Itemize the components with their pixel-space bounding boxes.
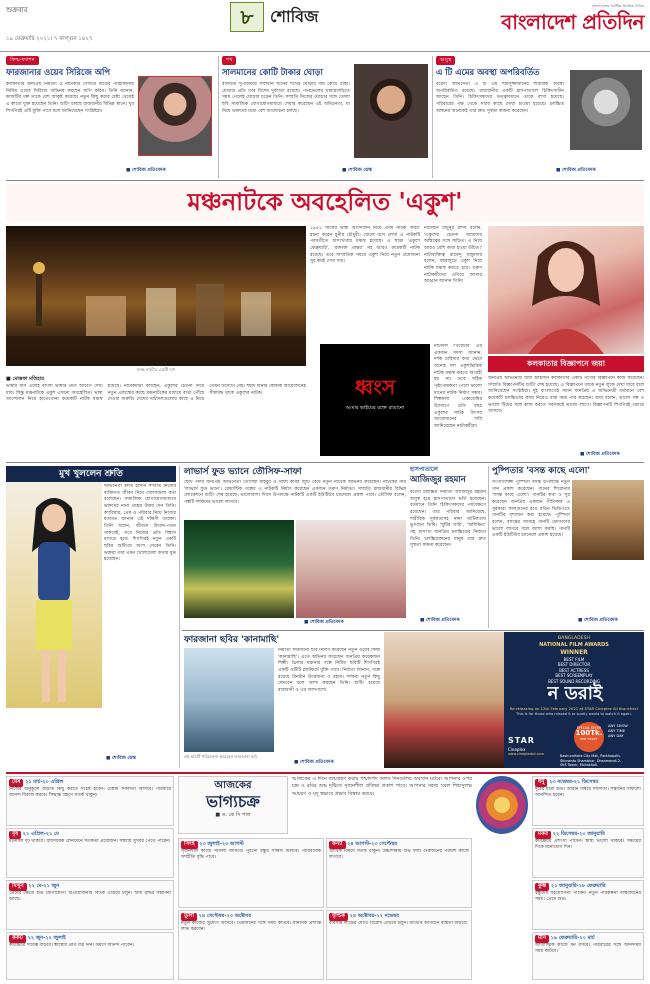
zodiac-text: মনোবল দৃঢ় থাকবে। ব্যবসায়িক লেনদেনে সতর্কতা প্রয়োজন। সন্ধ্যায় সুখবর পেতে পারেন।: [9, 838, 171, 844]
jaya-caption-bar: [488, 356, 644, 372]
aziz-credit: ■ শোবিজ প্রতিবেদক: [420, 618, 460, 623]
farjana-caption: এই ছবিটি পরিচালনা করেছেন ফারজানা ছবি: [184, 754, 258, 759]
award-line-3: WINNER: [560, 648, 588, 656]
zodiac-text: আধ্যাত্মিক কাজে মন বসবে। পরিবারের সঙ্গে আনন্দময় সময় কাটবে।: [535, 942, 641, 955]
poster-title: ধ্বংস: [354, 375, 396, 399]
horoscope-item: [6, 880, 174, 930]
top-story-3-body: বরেণ্য অভিনেতা এ টি এম শামসুজ্জামানের শারীরিক অবস্থা অপরিবর্তিত রয়েছে। রাজধানীর একটি হাসপাতালে চিকিৎসাধীন আছেন তিনি। চিকিৎসকদের তত্ত্বাবধানে তাকে রাখা হয়েছে। পরিবারের পক্ষ থেকে সবার কাছে দোয়া চাওয়া হয়েছে। চলচ্চিত্র অঙ্গনের অনেকেই তার দ্রুত সুস্থতা কামনা করেছেন।: [436, 82, 564, 114]
basanta-credit: ■ শোবিজ প্রতিবেদক: [578, 618, 618, 623]
ad-location: SKS Tower, Mohakhali.: [560, 763, 598, 768]
shruti-body: অভিনেত্রী শ্রুতি হাসান সম্প্রতি নিজের ব্যক্তিগত জীবন নিয়ে খোলামেলা কথা বলেছেন। সামাজিক যোগাযোগমাধ্যমে ভক্তদের নানা প্রশ্নের উত্তর দেন তিনি। ক্যারিয়ার, প্রেম ও পরিবার নিয়ে নিজের মতামত জানান এই দক্ষিণী তারকা। তিনি বলেন, জীবনে উত্থান-পতন থাকবেই, তবে নিজের প্রতি বিশ্বাস রাখতে হবে। শিগগিরই নতুন একটি ছবির শুটিংয়ে অংশ নেবেন তিনি। ভক্তরা তার এমন খোলামেলা কথায় মুগ্ধ হয়েছেন।: [104, 484, 176, 563]
farjana-photo: [184, 648, 274, 752]
shruti-photo: [6, 482, 102, 708]
cinema-ad: [384, 632, 644, 768]
zodiac-text: দূরের যাত্রা শুভ। আইনি বিষয়ে সফলতা। সন্তানের সাফল্যে আনন্দিত হবেন।: [535, 786, 641, 799]
section-title: শোবিজ: [270, 7, 319, 26]
horoscope-right-col: [532, 776, 644, 980]
divider: [179, 466, 180, 768]
lead-headline: মঞ্চনাটকে অবহেলিত 'একুশ': [187, 187, 463, 216]
horoscope-item: [6, 828, 174, 878]
jaya-credit: ■ শোবিজ প্রতিবেদক: [580, 452, 620, 457]
atm-photo: [570, 70, 642, 150]
top-story-1-title: ফারজানার ওয়েব সিরিজে অপি: [6, 67, 111, 78]
ad-brand-block: [508, 736, 568, 757]
zodiac-text: প্রেমের ক্ষেত্রে শুভ যোগাযোগ। অপ্রয়োজনীয় বিতর্ক এড়িয়ে চলুন। আয় বৃদ্ধির সম্ভাবনা আছে।: [9, 890, 171, 903]
zodiac-sign: কন্যা: [329, 841, 346, 849]
award-line-5: BEST DIRECTOR: [557, 662, 591, 668]
horoscope-item: [532, 932, 644, 980]
top-story-2-title: সালমানের কোটি টাকার ঘোড়া: [222, 67, 323, 78]
offer-price: 100Tk.: [575, 729, 603, 738]
zodiac-text: বন্ধুদের সহযোগিতা পাবেন। নতুন পরিকল্পনা বাস্তবায়নের সময়। প্রেমে শুভ।: [535, 890, 641, 903]
lead-body-b: ১৯৫২ সালের ভাষা আন্দোলন নিয়ে প্রথম নাটক 'কবর' রচনা করেন মুনীর চৌধুরী। জেলে বসে লেখা এ নাটকটি পরবর্তীতে অসংখ্যবার মঞ্চস্থ হয়েছে। এ ছাড়া 'একুশে ফেব্রুয়ারি', 'রক্তাক্ত প্রান্তর' সহ আরও কয়েকটি নাটক রয়েছে। তবে সাম্প্রতিক সময়ে একুশ নিয়ে নতুন প্রযোজনা খুব কমই দেখা যায়।: [310, 226, 420, 265]
horoscope-item: [532, 776, 644, 826]
award-line-6: BEST ACTRESS: [559, 667, 589, 673]
horoscope-item: [326, 838, 472, 908]
lead-body-c: নাট্যজন মামুনুর রশীদ বলেন, 'একুশের চেতনা আমাদের অস্তিত্বের সঙ্গে জড়িত। এ নিয়ে আরও বেশি কাজ হওয়া উচিত।' নাট্যব্যক্তিত্ব রামেন্দু মজুমদার বলেন, বছরজুড়ে একুশ নিয়ে নাটক মঞ্চস্থ করতে হবে। তরুণ নাট্যকর্মীদের এগিয়ে আসার আহ্বান জানান তিনি।: [424, 226, 482, 285]
horoscope-author: ■ ড. কে সি পাল: [215, 812, 251, 819]
ad-movie-title: ন ডরাই: [547, 683, 603, 704]
shruti-headline: মুখ খুললেন শ্রুতি: [6, 466, 176, 482]
lovers-body: ছোট পর্দার জনপ্রিয় অভিনেতা তৌসিফ মাহবুব ও সাফা কবির জুটি বেঁধে নতুন নাটকে অভিনয় করেছেন। নাটকের নাম 'লাভার্স ফুড ভ্যান'। রোমান্টিক গল্পের এ নাটকটি নির্মাণ করেছেন একজন তরুণ নির্মাতা। সম্প্রতি রাজধানীর বিভিন্ন লোকেশনে শুটিং শেষ হয়েছে। ভালোবাসা দিবস উপলক্ষে নাটকটি একটি ইউটিউব চ্যানেলে প্রকাশ পাবে। তৌসিফ বলেন, গল্পটি দর্শকদের ভালো লাগবে।: [184, 480, 406, 505]
horoscope-left-col: [6, 776, 174, 980]
top-story-2-body: বলিউড সুপারস্টার সালমান খানের শখের ঘোড়ার দাম কোটি টাকা। ঘোড়ার প্রতি তার বিশেষ দুর্বলতা রয়েছে। পানভেলের খামারবাড়িতে সময় পেলেই ঘোড়ায় চড়েন তিনি। সম্প্রতি নিজের ঘোড়ার সঙ্গে তোলা ছবি সামাজিক যোগাযোগমাধ্যমে শেয়ার করেছেন এই অভিনেতা, যা নিয়ে ভক্তদের মধ্যে বেশ আলোচনা চলছে।: [222, 82, 350, 114]
shruti-credit: ■ শোবিজ ডেস্ক: [106, 756, 136, 761]
jaya-photo: [488, 226, 644, 354]
zodiac-text: সৃজনশীল কাজে সাফল্য আসবে। পুরনো বন্ধুর সাক্ষাৎ মিলবে। পারিবারিক সম্প্রীতি বৃদ্ধি পাবে।: [181, 848, 321, 861]
aziz-headline: আজিজুর রহমান: [410, 474, 466, 485]
zodiac-dates: ২৩ জুলাই-২৩ আগস্ট: [199, 841, 244, 847]
lovers-photo-2: [296, 520, 406, 618]
lead-body-a: ভাষার মাস এলেই বাংলা ভাষার প্রতি আবেগ দেখা যায়। কিন্তু মঞ্চনাটকে একুশ এখনো অবহেলিত। ভাষা আন্দোলন নিয়ে হাতেগোনা কয়েকটি নাটক মঞ্চস্থ হয়েছে। নাট্যকর্মীরা বলছেন, একুশের চেতনা নিয়ে নতুন প্রজন্মের কাছে মঞ্চনাটকের মাধ্যমে বার্তা পৌঁছে দেওয়া জরুরি। দেশের নাট্যদলগুলোর কাছে এ নিয়ে তেমন উদ্যোগ নেই। শহীদ মিনার কেন্দ্রিক আয়োজনেই সীমাবদ্ধ থাকে একুশের নাটক।: [6, 384, 306, 403]
zodiac-dates: ১৯ ফেব্রুয়ারি-২০ মার্চ: [550, 935, 595, 941]
offer-sub: PER TICKET: [580, 737, 598, 742]
ad-brand: STAR: [508, 736, 535, 745]
offer-rows: [608, 724, 642, 739]
lead-byline-block: [6, 376, 116, 383]
lead-stage-photo: [6, 226, 306, 366]
divider: [488, 466, 489, 628]
horoscope-item: [532, 828, 644, 878]
zodiac-dates: ২২ মে-২১ জুন: [28, 883, 60, 889]
award-line-7: BEST SCREENPLAY: [555, 673, 593, 679]
top-story-3-credit: ■ শোবিজ প্রতিবেদক: [556, 168, 596, 173]
offer-top: SPECIAL OFFER: [576, 726, 602, 730]
basanta-body-cont: [492, 564, 644, 618]
zodiac-text: নিজের অনুকূলে বাড়তি কিছু করতে সচেষ্ট হবেন। চেষ্টায় সফলতা আসবে। পরিবারে আনন্দ বিরাজ করবে। সিদ্ধান্ত গ্রহণে সতর্ক থাকুন।: [9, 786, 171, 799]
zodiac-text: ব্যবসায় লাভের যোগ। বিরোধ এড়িয়ে চলুন। অতিথি আগমনে ব্যস্ততা বাড়বে।: [329, 920, 468, 926]
poster-subtitle: আমার ভাইয়ের রক্তে রাঙানো: [345, 405, 405, 411]
aziz-body: বরেণ্য চলচ্চিত্র নির্মাতা আজিজুর রহমান অসুস্থ হয়ে হাসপাতালে ভর্তি হয়েছেন। বর্তমানে তিনি চিকিৎসকদের পর্যবেক্ষণে রয়েছেন। তার পরিবার জানিয়েছে, শারীরিক দুর্বলতাসহ নানা জটিলতায় ভুগছেন তিনি। 'ছুটির ঘণ্টা', 'অশিক্ষিত' সহ অসংখ্য জনপ্রিয় চলচ্চিত্রের নির্মাতা তিনি। চলচ্চিত্রাঙ্গনের মানুষ তার দ্রুত সুস্থতা কামনা করেছেন।: [410, 490, 486, 549]
aziz-kicker: হাসপাতালে: [410, 466, 438, 473]
zodiac-wheel-icon: [476, 776, 528, 834]
offer-badge: [574, 722, 604, 752]
rule: [6, 462, 644, 463]
horoscope-middle-col: [178, 838, 472, 980]
zodiac-sign: তুলা: [181, 913, 197, 921]
award-line-1: BANGLADESH: [558, 636, 590, 641]
header-date: ১৯ ফেব্রুয়ারি ২০২১। ৭ ফাল্গুন ১৪২৭: [6, 36, 93, 42]
offer-row: ANY TIME: [608, 728, 626, 733]
horoscope-item: [326, 910, 472, 980]
lovers-story: [184, 466, 406, 628]
salman-photo: [354, 64, 428, 158]
aziz-story: [410, 466, 486, 628]
stage-figures: [6, 226, 306, 366]
zodiac-text: কর্মক্ষেত্রে দায়িত্ব বাড়বে। স্বাস্থ্যের প্রতি যত্ন নিন। ভ্রমণে আনন্দ পাবেন।: [9, 942, 135, 948]
page-header: [0, 0, 650, 52]
masthead-name: বাংলাদেশ প্রতিদিন: [501, 9, 644, 34]
top-story-3-kicker: অসুস্থ: [436, 56, 455, 65]
lead-headline-box: [6, 184, 644, 222]
ad-location: Shimanto Shambhar, Dhanmondi-2.: [560, 758, 621, 763]
opi-photo: [138, 76, 212, 156]
horoscope-title-2: ভাগ্যচক্র: [206, 791, 260, 811]
zodiac-sign: মেষ: [9, 779, 23, 787]
top-story-2-credit: ■ শোবিজ ডেস্ক: [342, 168, 372, 173]
zodiac-sign: মীন: [535, 935, 549, 943]
top-story-1-body: কলকাতার জনপ্রিয় নির্মাতা ও নাট্যকার সৌমিত্র মিত্রের পরিচালনায় নির্মিত ওয়েব সিরিজে অভিনয় করছেন অপি করিম। তিনি জানান, কাজটির গল্প তাকে বেশ আকৃষ্ট করেছে। নতুন কিছু করার চেষ্টা থেকেই এ কাজে যুক্ত হয়েছেন তিনি। শুটিং চলছে রাজধানীর বিভিন্ন স্থানে। খুব শিগগিরই এটি মুক্তি পাবে বলে জানিয়েছেন সংশ্লিষ্টরা।: [6, 82, 134, 114]
ad-award-block: [506, 636, 642, 684]
lovers-headline: লাভার্স ফুড ভ্যানে তৌসিফ-সাফা: [184, 467, 302, 477]
horoscope-section: [6, 776, 644, 980]
shruti-figure: [6, 482, 102, 708]
zodiac-dates: ২৪ সেপ্টেম্বর-২৩ অক্টোবর: [198, 913, 252, 919]
basanta-story: [492, 466, 644, 628]
ad-website: www.cineplexbd.com: [508, 752, 544, 757]
rule: [6, 772, 644, 774]
rule: [182, 630, 644, 631]
zodiac-sign: বৃষ: [9, 831, 21, 839]
zodiac-dates: ২২ জুন-২২ জুলাই: [27, 935, 66, 941]
ad-rerelease-2: This is for those who missed it or surely wants to watch it again.: [516, 712, 632, 716]
top-story-1-kicker: ফিল্ম-ফ্যাশন: [6, 56, 39, 65]
pushpita-photo: [572, 480, 644, 560]
top-story-1-credit: ■ শোবিজ প্রতিবেদক: [126, 168, 166, 173]
header-day: শুক্রবার: [6, 6, 28, 14]
zodiac-dates: ২৩ নভেম্বর-২১ ডিসেম্বর: [549, 779, 599, 785]
lead-poster: [320, 344, 430, 456]
ad-locations: [560, 754, 642, 768]
zodiac-dates: ২৪ অক্টোবর-২২ নভেম্বর: [349, 913, 399, 919]
ad-poster-art: [384, 632, 504, 768]
award-line-2: NATIONAL FILM AWARDS: [539, 642, 609, 649]
ad-location: Bashundhara City Mall, Panthopath.: [560, 754, 621, 758]
horoscope-item: [6, 776, 174, 826]
farjana-headline: ফারজানা ছবির 'কানামাছি': [184, 635, 280, 645]
zodiac-text: আর্থিক বিষয়ে সতর্ক থাকুন। উচ্চশিক্ষায় শুভ ফল। গুরুজনের পরামর্শ কাজে লাগবে।: [329, 848, 469, 861]
award-line-4: BEST FILM: [563, 657, 585, 663]
lovers-credit: ■ শোবিজ প্রতিবেদক: [304, 620, 344, 625]
top-story-2-kicker: শখ: [222, 56, 236, 65]
top-story-3: [436, 56, 644, 178]
lovers-photo-1: [184, 520, 294, 618]
ad-brand-sub: Cineplex: [508, 746, 526, 752]
top-row: [6, 56, 644, 178]
farjana-story: [184, 634, 380, 768]
jaya-caption: কলকাতার বিজ্ঞাপনে জয়া: [527, 359, 605, 368]
ad-rerelease: Re-releasing on 12th February 2021 at STAR Cineplex All Branches!: [509, 706, 639, 711]
masthead-tagline: বাংলাদেশের সর্বাধিক প্রচারিত দৈনিক: [592, 4, 644, 8]
top-story-1: [6, 56, 214, 178]
horoscope-title-box: [178, 776, 288, 834]
horoscope-item: [532, 880, 644, 930]
zodiac-dates: ২১ মার্চ-২০ এপ্রিল: [25, 779, 64, 785]
zodiac-sign: কর্কট: [9, 935, 26, 943]
offer-row: ANY SHOW: [608, 724, 628, 728]
jaya-body: জনপ্রিয় অভিনেত্রী জয়া আহসান কলকাতার একটি পণ্যের বিজ্ঞাপনে কাজ করেছেন। সম্প্রতি বিজ্ঞাপনটির শুটিং শেষ হয়েছে। এ বিজ্ঞাপনে তাকে নতুন লুকে দেখা যাবে বলে জানিয়েছেন সংশ্লিষ্টরা। দুই বাংলাতেই সমান জনপ্রিয় এ অভিনেত্রী বর্তমানে বেশ কয়েকটি চলচ্চিত্রের কাজ নিয়েও ব্যস্ত সময় পার করছেন। জয়া বলেন, ভালো গল্প ও ভালো টিমের সঙ্গে কাজ করতে সবসময়ই ভালো লাগে। বিজ্ঞাপনটি শিগগিরই প্রচারে আসবে।: [488, 376, 644, 415]
zodiac-sign: মকর: [535, 831, 551, 839]
lead-photo-caption: বসন্ত নাট্যের একটি দৃশ্য: [136, 367, 176, 372]
masthead: [468, 4, 644, 42]
horoscope-item: [178, 910, 324, 980]
farjana-body: নির্মাতা ফারজানা ছবি নির্মাণ করেছেন নতুন ওয়েব ফিল্ম 'কানামাছি'। এতে অভিনয় করেছেন জনপ্রিয় কয়েকজন শিল্পী। থ্রিলার ঘরানার গল্পে নির্মিত ছবিটি শিগগিরই একটি ওটিটি প্ল্যাটফর্মে মুক্তি পাবে। নির্মাতা জানান, গল্পে রয়েছে টানটান উত্তেজনা ও রহস্য। দর্শকরা নতুন কিছু দেখবেন বলে আশা করছেন তিনি। শুটিং হয়েছে রাজধানী ও এর আশপাশে।: [278, 648, 380, 693]
jaya-figure: [488, 226, 644, 354]
basanta-body: সংগীতশিল্পী পুষ্পিতা বসন্ত উপলক্ষে নতুন গান প্রকাশ করেছেন। গানের শিরোনাম 'বসন্ত কাছে এলো'। গানটির কথা ও সুর করেছেন জনপ্রিয় একজন গীতিকার ও সুরকার। ফাল্গুনের রঙে রঙিন ভিডিওতে গানটির দৃশ্যায়ন করা হয়েছে। পুষ্পিতা বলেন, বসন্তের আবহে গানটি শ্রোতাদের ভালো লাগবে বলে আশা করছি। গানটি একটি ইউটিউব চ্যানেলে প্রকাশ হয়েছে।: [492, 480, 570, 539]
zodiac-sign: মিথুন: [9, 883, 27, 891]
top-story-3-title: এ টি এমের অবস্থা অপরিবর্তিত: [436, 67, 540, 78]
zodiac-sign: কুম্ভ: [535, 883, 549, 891]
lead-body-d: নাট্যদল 'থিয়েটার' এর একজন সদস্য জানান, দর্শক চাহিদার কথা ভেবে অনেক দল একুশভিত্তিক নাটক মঞ্চস্থ করতে আগ্রহী হয় না। তবে সঠিক পৃষ্ঠপোষকতা পেলে ভালো মানের নাটক নির্মাণ সম্ভব। শিল্পকলা একাডেমির উদ্যোগে প্রতি বছর একুশের নাটক উৎসব আয়োজনের দাবি জানিয়েছেন নাট্যকর্মীরা।: [434, 344, 482, 429]
zodiac-dates: ২১ জানুয়ারি-১৮ ফেব্রুয়ারি: [550, 883, 606, 889]
horoscope-item: [6, 932, 174, 980]
divider: [432, 56, 433, 178]
farjana-credit: ■ শোবিজ প্রতিবেদক: [294, 760, 334, 765]
lead-byline: ■ মোস্তফা মতিহার: [6, 376, 44, 382]
zodiac-dates: ২৪ আগস্ট-২৩ সেপ্টেম্বর: [347, 841, 397, 847]
rule: [6, 180, 644, 181]
top-story-2: [222, 56, 428, 178]
basanta-headline: পুষ্পিতার 'বসন্ত কাছে এলো': [492, 466, 590, 476]
award-line-8: BEST SOUND RECORDING: [548, 678, 600, 684]
shruti-story: [6, 466, 176, 768]
zodiac-sign: বৃশ্চিক: [329, 913, 348, 921]
horoscope-intro: আজকের এ দিনে জন্মগ্রহণ করায় পশ্চাদপদ অলস দিনগুলির অবসান ঘটবে। আপনার ওপর চন্দ্র ও রবির শুভ দৃষ্টিতে সৃজনশীল প্রতিভা প্রকাশ পাবে। আপনার সহজ সরল শিশুসুলভ আচরণ ও মৃদু স্বভাবে প্রভাব বিস্তার করবে।: [292, 776, 472, 797]
horoscope-title-1: আজকের: [214, 780, 252, 791]
zodiac-sign: সিংহ: [181, 841, 198, 849]
zodiac-text: নতুন কাজের সুযোগ আসবে। প্রিয়জনের সঙ্গে সময় কাটবে। মানসিক প্রশান্তি লাভ করবেন।: [181, 920, 321, 933]
horoscope-item: [178, 838, 324, 908]
divider: [218, 56, 219, 178]
page-number: ৮: [230, 2, 264, 32]
offer-row: ANY DAY: [608, 733, 624, 738]
zodiac-text: কর্মক্ষেত্রে প্রশংসা পাবেন। স্বাস্থ্য ভালো থাকবে। সঞ্চয়ের দিকে মনোযোগ দিন।: [535, 838, 641, 851]
zodiac-dates: ২২ ডিসেম্বর-২০ জানুয়ারি: [552, 831, 605, 837]
zodiac-sign: ধনু: [535, 779, 547, 787]
zodiac-dates: ২১ এপ্রিল-২১ মে: [22, 831, 59, 837]
